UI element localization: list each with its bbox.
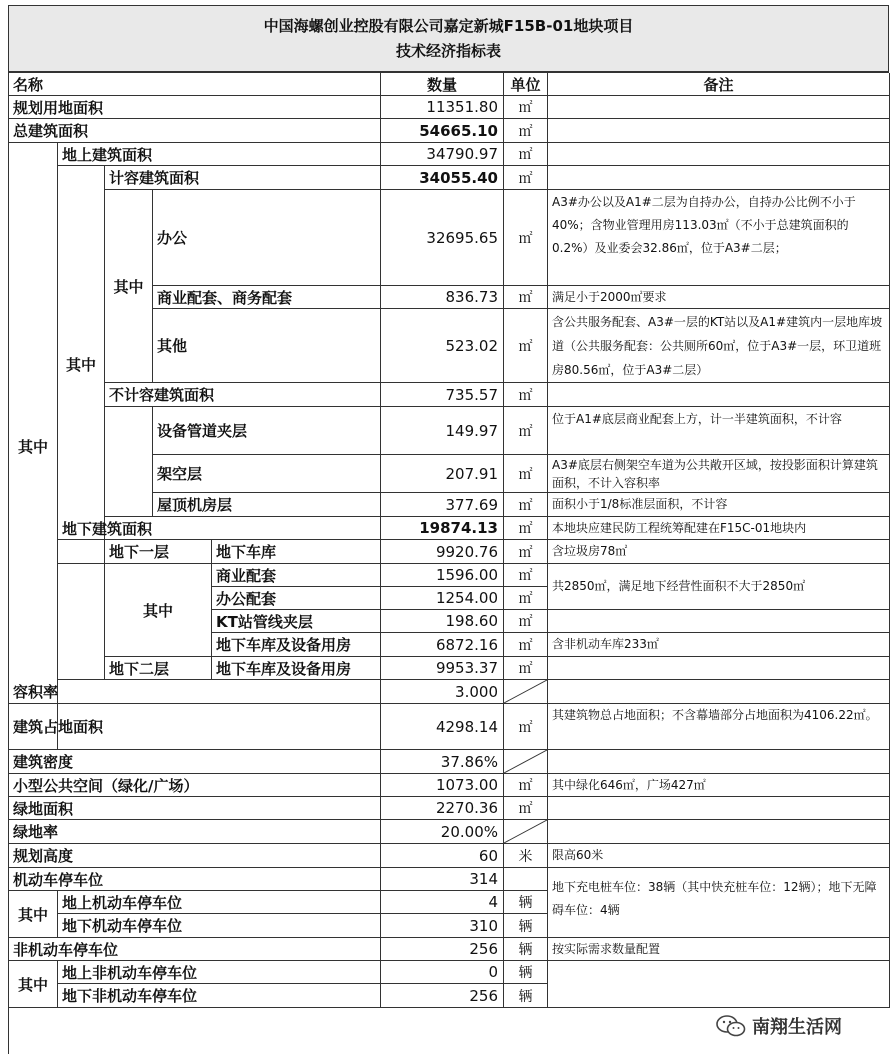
slash-cell	[504, 820, 548, 844]
row-name: 地上建筑面积	[58, 143, 381, 166]
row-qty: 19874.13	[381, 517, 504, 540]
row-note: 共2850㎡，满足地下经营性面积不大于2850㎡	[548, 564, 890, 610]
row-unit: ㎡	[504, 383, 548, 407]
row-note: 含垃圾房78㎡	[548, 540, 890, 564]
row-qty: 1254.00	[381, 587, 504, 610]
row-name: 规划用地面积	[9, 96, 381, 119]
row-unit: 辆	[504, 914, 548, 938]
group-label-qizhong: 其中	[9, 961, 58, 1008]
row-unit: ㎡	[504, 166, 548, 190]
slash-cell	[504, 750, 548, 774]
row-unit: ㎡	[504, 407, 548, 455]
row-note	[548, 680, 890, 704]
row-name: 地下车库	[212, 540, 381, 564]
row-name: 地下车库及设备用房	[212, 657, 381, 680]
row-qty: 32695.65	[381, 190, 504, 286]
row-unit	[504, 868, 548, 891]
row-name: 地下车库及设备用房	[212, 633, 381, 657]
row-qty: 3.000	[381, 680, 504, 704]
row-note: 限高60米	[548, 844, 890, 868]
row-qty: 20.00%	[381, 820, 504, 844]
row-note	[548, 657, 890, 680]
row-unit: ㎡	[504, 286, 548, 309]
row-note	[548, 820, 890, 844]
row-name: 地上机动车停车位	[58, 891, 381, 914]
row-qty: 34790.97	[381, 143, 504, 166]
row-qty: 0	[381, 961, 504, 984]
row-qty: 60	[381, 844, 504, 868]
row-unit: 辆	[504, 961, 548, 984]
row-name: 架空层	[153, 455, 381, 493]
title-line-2: 技术经济指标表	[395, 42, 501, 60]
row-name: 地上非机动车停车位	[58, 961, 381, 984]
row-note	[548, 383, 890, 407]
row-qty: 256	[381, 938, 504, 961]
row-qty: 523.02	[381, 309, 504, 383]
group-label-qizhong: 其中	[105, 190, 153, 383]
row-qty: 735.57	[381, 383, 504, 407]
row-note	[548, 961, 890, 1008]
row-note	[548, 143, 890, 166]
row-note: 其中绿化646㎡，广场427㎡	[548, 774, 890, 797]
row-qty: 37.86%	[381, 750, 504, 774]
row-qty: 4	[381, 891, 504, 914]
row-note: 本地块应建民防工程统筹配建在F15C-01地块内	[548, 517, 890, 540]
row-name: 地下建筑面积	[58, 517, 381, 540]
row-name: 设备管道夹层	[153, 407, 381, 455]
row-qty: 54665.10	[381, 119, 504, 143]
title-line-1: 中国海螺创业控股有限公司嘉定新城F15B-01地块项目	[263, 17, 634, 35]
watermark	[716, 1010, 886, 1042]
row-unit: ㎡	[504, 564, 548, 587]
row-name: 办公	[153, 190, 381, 286]
row-label-b2: 地下二层	[105, 657, 212, 680]
row-qty: 2270.36	[381, 797, 504, 820]
row-qty: 4298.14	[381, 704, 504, 750]
row-qty: 198.60	[381, 610, 504, 633]
row-name: 建筑密度	[9, 750, 381, 774]
row-name: 其他	[153, 309, 381, 383]
row-name: 屋顶机房层	[153, 493, 381, 517]
row-note: 位于A1#底层商业配套上方，计一半建筑面积，不计容	[548, 407, 890, 455]
row-note	[548, 166, 890, 190]
watermark-text: 南翔生活网	[752, 1017, 842, 1038]
row-qty: 9953.37	[381, 657, 504, 680]
row-note	[548, 119, 890, 143]
row-name: 容积率	[9, 680, 381, 704]
row-note: 含公共服务配套、A3#一层的KT站以及A1#建筑内一层地库坡道（公共服务配套：公共厕所60㎡，位于A3#一层，环卫道班房80.56㎡，位于A3#二层）	[548, 309, 890, 383]
row-unit: ㎡	[504, 797, 548, 820]
row-name: 非机动车停车位	[9, 938, 381, 961]
row-qty: 207.91	[381, 455, 504, 493]
wechat-icon	[716, 1015, 746, 1037]
empty-cell	[105, 407, 153, 517]
row-unit: ㎡	[504, 96, 548, 119]
row-unit: ㎡	[504, 633, 548, 657]
header-unit: 单位	[504, 73, 548, 96]
row-qty: 314	[381, 868, 504, 891]
row-qty: 6872.16	[381, 633, 504, 657]
row-note: A3#底层右侧架空车道为公共敞开区域，按投影面积计算建筑面积，不计入容积率	[548, 455, 890, 493]
row-qty: 377.69	[381, 493, 504, 517]
row-qty: 1073.00	[381, 774, 504, 797]
row-unit: 辆	[504, 984, 548, 1008]
row-label-b1: 地下一层	[105, 540, 212, 564]
row-name: 商业配套	[212, 564, 381, 587]
row-note: 含非机动车库233㎡	[548, 633, 890, 657]
row-note: 地下充电桩车位：38辆（其中快充桩车位：12辆）；地下无障碍车位：4辆	[548, 868, 890, 938]
row-unit: ㎡	[504, 587, 548, 610]
table-title	[8, 5, 889, 72]
row-unit: ㎡	[504, 493, 548, 517]
row-name: 建筑占地面积	[9, 704, 381, 750]
indicator-table	[8, 72, 889, 1054]
row-note: 其建筑物总占地面积；不含幕墙部分占地面积为4106.22㎡。	[548, 704, 890, 750]
group-label-qizhong: 其中	[9, 891, 58, 938]
group-label-qizhong: 其中	[105, 564, 212, 657]
row-name: KT站管线夹层	[212, 610, 381, 633]
row-unit: 米	[504, 844, 548, 868]
row-unit: 辆	[504, 891, 548, 914]
row-name: 规划高度	[9, 844, 381, 868]
row-qty: 256	[381, 984, 504, 1008]
header-name: 名称	[9, 73, 381, 96]
row-unit: ㎡	[504, 657, 548, 680]
row-name: 商业配套、商务配套	[153, 286, 381, 309]
row-unit: ㎡	[504, 143, 548, 166]
row-name: 地下非机动车停车位	[58, 984, 381, 1008]
row-unit: ㎡	[504, 540, 548, 564]
row-name: 总建筑面积	[9, 119, 381, 143]
row-unit: 辆	[504, 938, 548, 961]
row-name: 绿地面积	[9, 797, 381, 820]
row-qty: 310	[381, 914, 504, 938]
row-note	[548, 750, 890, 774]
row-unit: ㎡	[504, 190, 548, 286]
empty-cell	[58, 540, 105, 680]
row-qty: 149.97	[381, 407, 504, 455]
row-qty: 836.73	[381, 286, 504, 309]
row-qty: 1596.00	[381, 564, 504, 587]
row-name: 小型公共空间（绿化/广场）	[9, 774, 381, 797]
row-name: 计容建筑面积	[105, 166, 381, 190]
row-unit: ㎡	[504, 517, 548, 540]
row-unit: ㎡	[504, 774, 548, 797]
header-note: 备注	[548, 73, 890, 96]
row-unit: ㎡	[504, 704, 548, 750]
row-name: 机动车停车位	[9, 868, 381, 891]
row-note	[548, 610, 890, 633]
slash-cell	[504, 680, 548, 704]
row-unit: ㎡	[504, 119, 548, 143]
row-note: 按实际需求数量配置	[548, 938, 890, 961]
row-note: 满足小于2000㎡要求	[548, 286, 890, 309]
row-note: A3#办公以及A1#二层为自持办公，自持办公比例不小于40%；含物业管理用房113.03㎡（不小于总建筑面积的0.2%）及业委会32.86㎡，位于A3#二层；	[548, 190, 890, 286]
row-note	[548, 797, 890, 820]
row-qty: 34055.40	[381, 166, 504, 190]
row-name: 不计容建筑面积	[105, 383, 381, 407]
row-name: 地下机动车停车位	[58, 914, 381, 938]
row-note	[548, 96, 890, 119]
row-name: 绿地率	[9, 820, 381, 844]
row-unit: ㎡	[504, 309, 548, 383]
group-label-qizhong: 其中	[58, 166, 105, 564]
row-qty: 9920.76	[381, 540, 504, 564]
row-name: 办公配套	[212, 587, 381, 610]
row-unit: ㎡	[504, 610, 548, 633]
group-label-qizhong: 其中	[9, 143, 58, 750]
header-qty: 数量	[381, 73, 504, 96]
row-qty: 11351.80	[381, 96, 504, 119]
row-note: 面积小于1/8标准层面积，不计容	[548, 493, 890, 517]
row-unit: ㎡	[504, 455, 548, 493]
